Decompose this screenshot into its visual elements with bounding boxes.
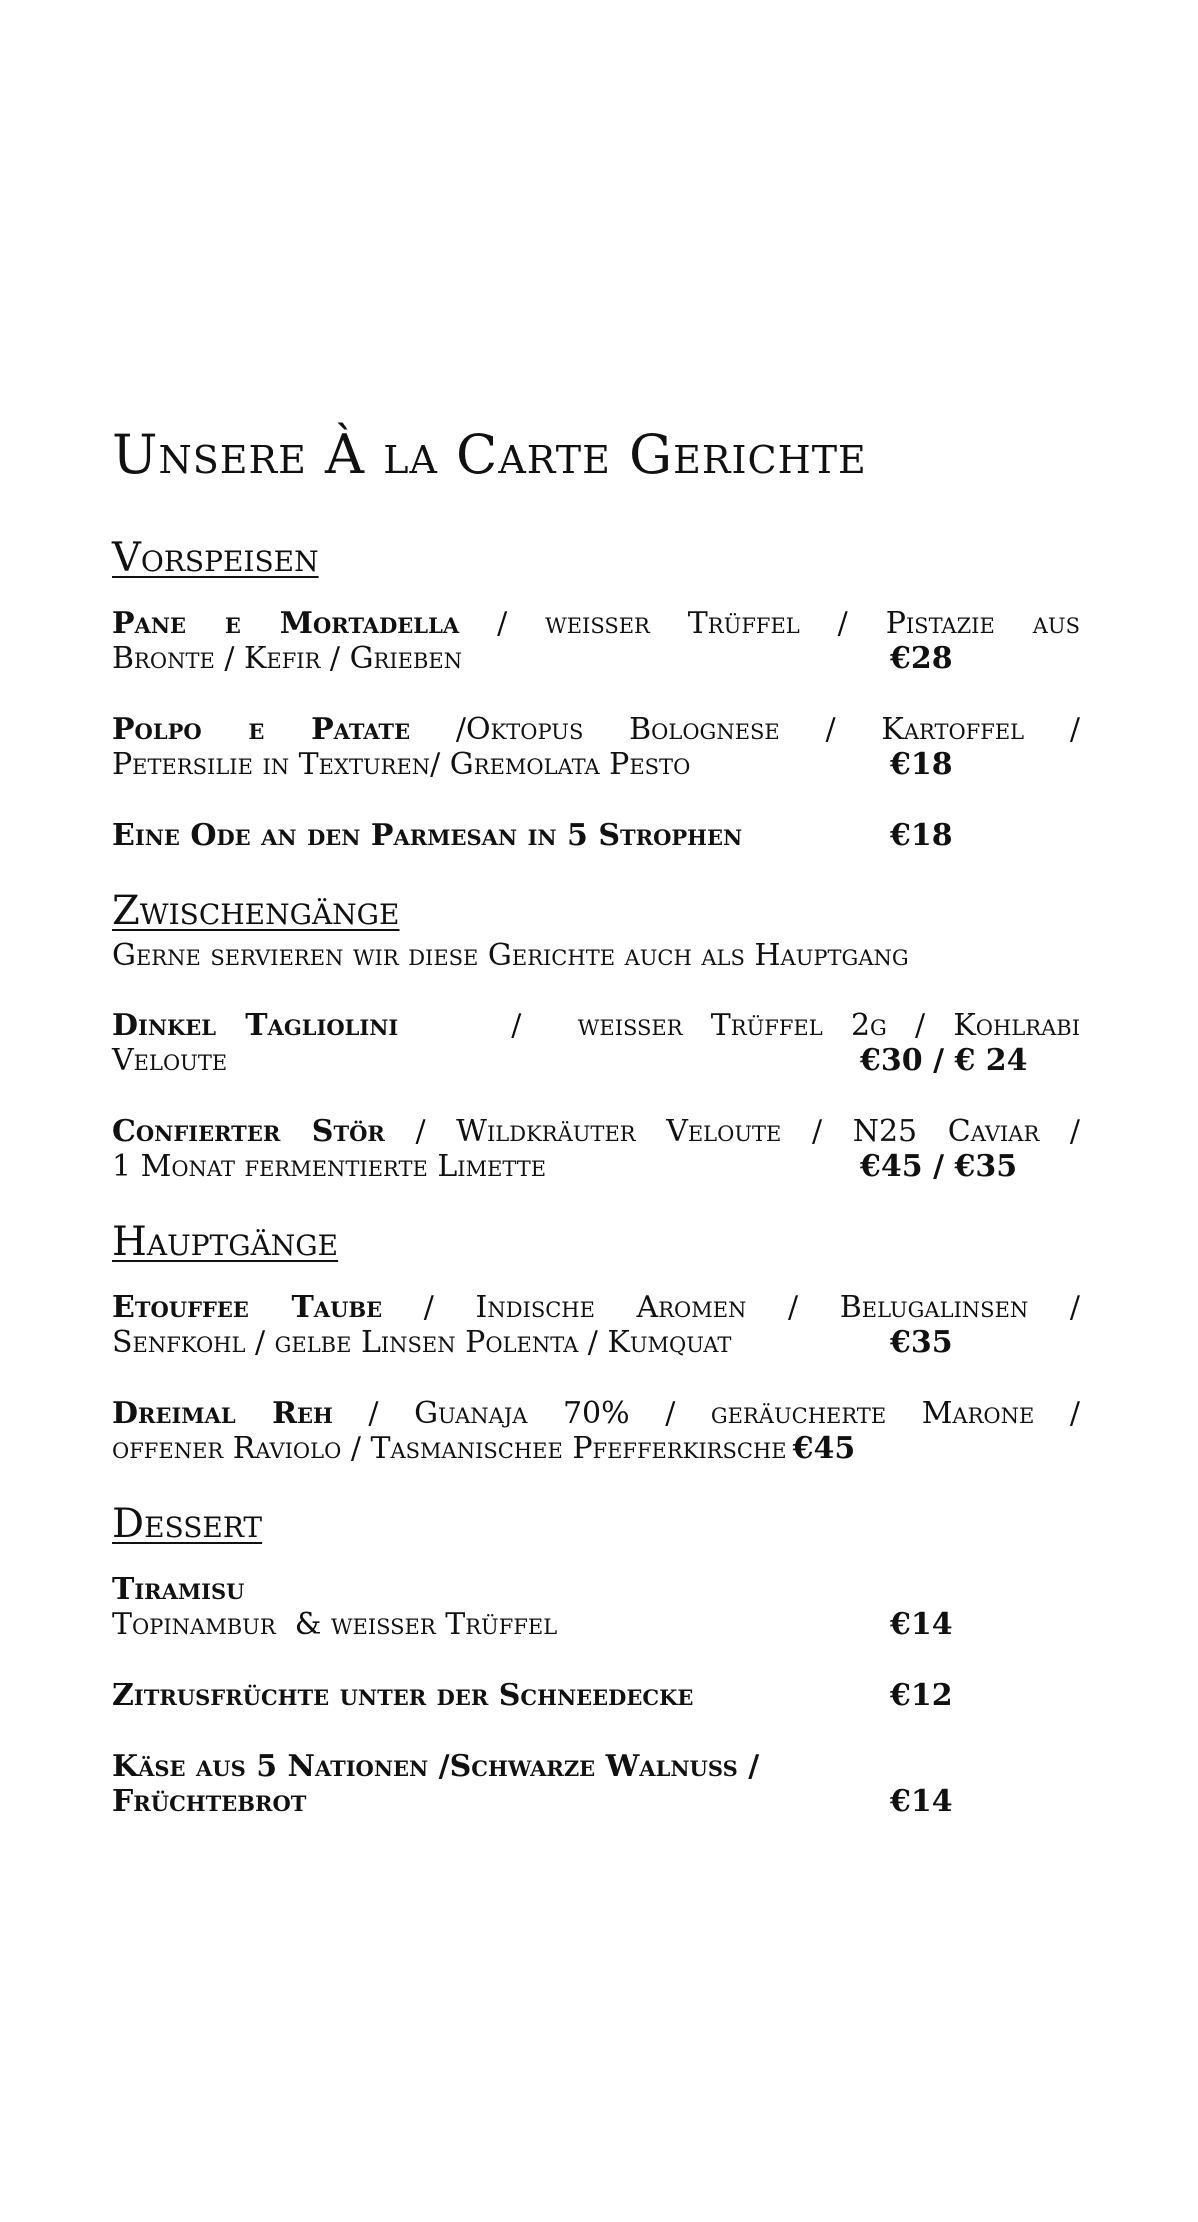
dish-description: / weisser Trüffel 2g / Kohlrabi (398, 1007, 1080, 1043)
dish-line (112, 641, 1080, 676)
dish-description: Petersilie in Texturen/ Gremolata Pesto (112, 747, 691, 783)
dish-pane-e-mortadella (112, 606, 1080, 676)
dish-description: Bronte / Kefir / Grieben (112, 641, 463, 677)
dish-line (112, 818, 1080, 853)
dish-line (112, 1008, 1080, 1043)
dish-price: €18 (890, 747, 953, 783)
dish-confierter-stoer (112, 1114, 1080, 1184)
dish-line (112, 1607, 1080, 1642)
section-dessert (112, 1502, 1080, 1819)
dish-name: Polpo e Patate (112, 712, 411, 748)
dish-description: Senfkohl / gelbe Linsen Polenta / Kumquat (112, 1324, 732, 1360)
dish-kaese (112, 1749, 1080, 1819)
section-title: Dessert (112, 1500, 263, 1547)
dish-line (112, 1114, 1080, 1149)
dish-description: 1 Monat fermentierte Limette (112, 1148, 547, 1184)
section-note: Gerne servieren wir diese Gerichte auch als Hauptgang (112, 938, 909, 974)
dish-name: Dreimal Reh (112, 1395, 333, 1431)
dish-etouffee-taube (112, 1290, 1080, 1360)
menu-card (112, 425, 1080, 1855)
dish-description: Früchtebrot (112, 1783, 307, 1819)
dish-line (112, 1325, 1080, 1360)
dish-description: / Guanaja 70% / geräucherte Marone / (332, 1395, 1080, 1431)
dish-zitrusfruechte (112, 1678, 1080, 1713)
dish-description: offener Raviolo / Tasmanischee Pfefferkirsche (112, 1430, 787, 1466)
dish-name: Zitrusfrüchte unter der Schneedecke (112, 1677, 694, 1713)
dish-line (112, 1431, 1080, 1466)
dish-description: Veloute (112, 1042, 228, 1078)
dish-description: / Indische Aromen / Belugalinsen / (382, 1289, 1080, 1325)
dish-price: €14 (890, 1606, 953, 1642)
dish-name: Confierter Stör (112, 1113, 385, 1149)
dish-name: Etouffee Taube (112, 1289, 383, 1325)
section-title: Zwischengänge (112, 888, 400, 935)
dish-line (112, 747, 1080, 782)
dish-name: Pane e Mortadella (112, 606, 460, 642)
dish-name: Eine Ode an den Parmesan in 5 Strophen (112, 818, 743, 854)
dish-line (112, 1678, 1080, 1713)
dish-tiramisu (112, 1572, 1080, 1642)
dish-price: €28 (890, 641, 953, 677)
dish-dinkel-tagliolini (112, 1008, 1080, 1078)
dish-dreimal-reh (112, 1396, 1080, 1466)
dish-ode-parmesan (112, 818, 1080, 853)
dish-line (112, 1749, 1080, 1784)
dish-name: Tiramisu (112, 1571, 245, 1607)
dish-price: €30 / € 24 (860, 1042, 1028, 1078)
dish-price: €35 (890, 1324, 953, 1360)
dish-price: €12 (890, 1677, 953, 1713)
dish-line (112, 1043, 1080, 1078)
dish-line (112, 1396, 1080, 1431)
dish-price: €18 (890, 818, 953, 854)
dish-line (112, 606, 1080, 641)
dish-description: / Wildkräuter Veloute / N25 Caviar / (384, 1113, 1080, 1149)
dish-name: Dinkel Tagliolini (112, 1007, 399, 1043)
dish-line (112, 1784, 1080, 1819)
dish-price: €45 / €35 (860, 1148, 1018, 1184)
dish-name: Käse aus 5 Nationen /Schwarze Walnuss / (112, 1748, 760, 1784)
dish-price: €45 (792, 1430, 856, 1466)
section-vorspeisen (112, 536, 1080, 853)
section-title: Hauptgänge (112, 1218, 339, 1265)
dish-line (112, 1290, 1080, 1325)
section-title: Vorspeisen (112, 535, 319, 582)
dish-description: /Oktopus Bolognese / Kartoffel / (410, 712, 1080, 748)
dish-line (112, 1149, 1080, 1184)
page-title: Unsere À la Carte Gerichte (112, 423, 867, 486)
dish-price: €14 (890, 1783, 953, 1819)
section-hauptgaenge (112, 1220, 1080, 1466)
section-zwischengaenge (112, 889, 1080, 1184)
dish-polpo-e-patate (112, 712, 1080, 782)
dish-description: / weisser Trüffel / Pistazie aus (459, 606, 1080, 642)
dish-line (112, 712, 1080, 747)
dish-line (112, 1572, 1080, 1607)
dish-description: Topinambur & weisser Trüffel (112, 1606, 558, 1642)
